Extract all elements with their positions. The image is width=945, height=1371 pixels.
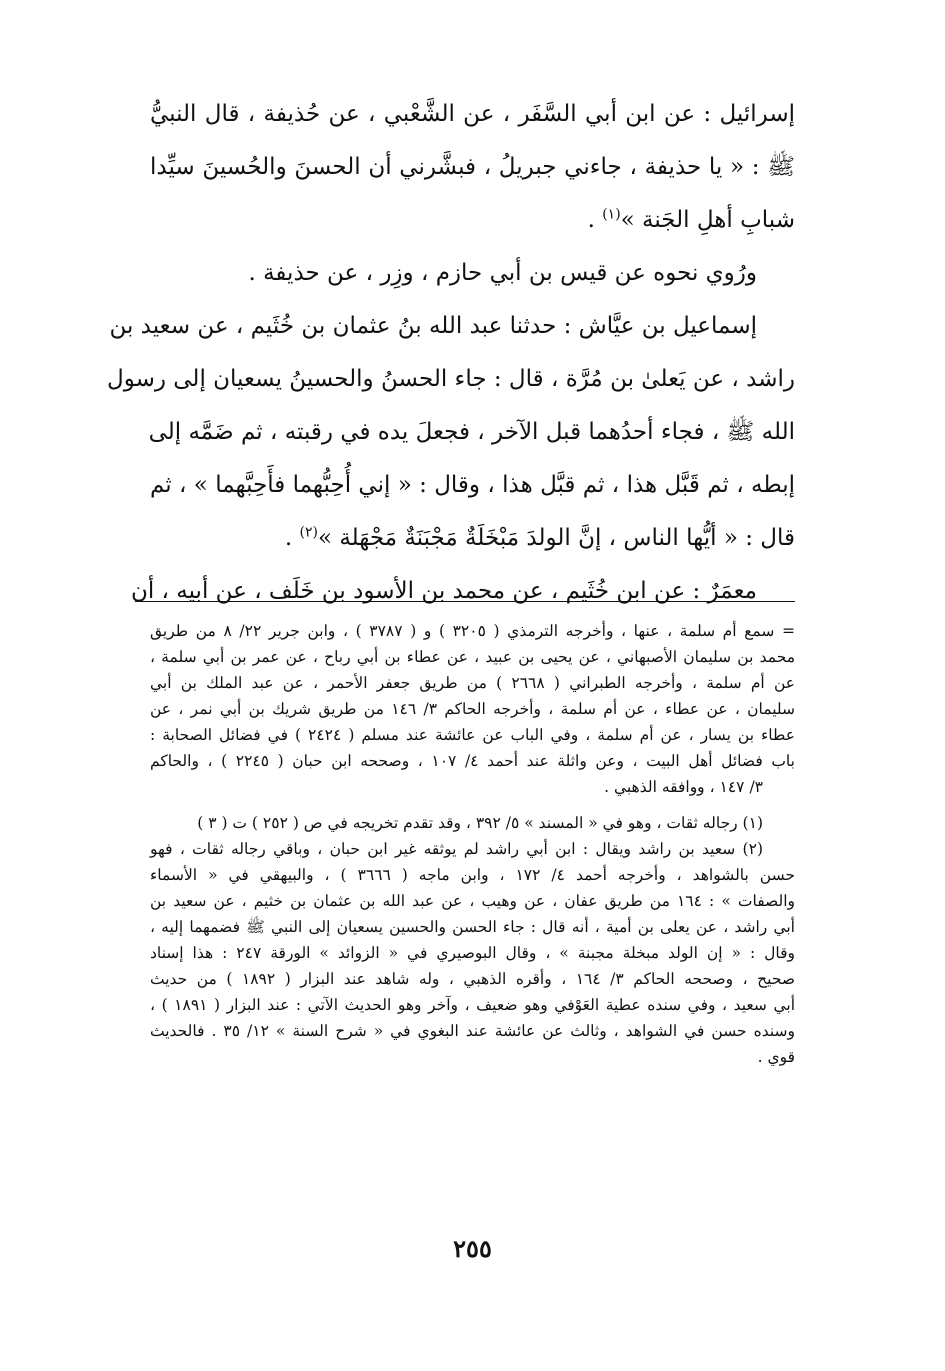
footnote-1: (١) رجاله ثقات ، وهو في « المسند » ٥/ ٣٩٢ ، وقد تقدم تخريجه في ص ( ٢٥٢ ) ت ( ٣ ) bbox=[197, 814, 763, 832]
main-line-text: شبابِ أهلِ الجَنة » bbox=[620, 207, 795, 233]
main-line-text: قال : « أيُّها الناس ، إنَّ الولدَ مَبْخَلَةٌ مَجْبَنَةٌ مَجْهَلة » bbox=[317, 525, 795, 551]
main-line: إسماعيل بن عيَّاش : حدثنا عبد الله بنُ عثمان بن خُثَيم ، عن سعيد بن bbox=[109, 313, 757, 339]
main-line: معمَرٌ : عن ابن خُثَيم ، عن محمد بن الأسود بن خَلَف ، عن أبيه ، أن bbox=[130, 578, 757, 604]
main-text-body bbox=[106, 88, 795, 618]
footnote-gap bbox=[150, 800, 795, 810]
footnote-2-line: وقال : « إن الولد مبخلة مجبنة » ، وقال البوصيري في « الزوائد » الورقة ٢٤٧ : هذا إسناد bbox=[150, 944, 796, 962]
footnote-line: سليمان ، عن عطاء ، عن أم سلمة ، وأخرجه الحاكم ٣/ ١٤٦ من طريق شريك بن أبي نمر ، عن bbox=[150, 700, 795, 718]
footnote-divider bbox=[135, 601, 795, 602]
footnote-2-line: قوي . bbox=[757, 1048, 795, 1066]
main-line: إسرائيل : عن ابن أبي السَّفَر ، عن الشَّعْبي ، عن حُذيفة ، قال النبيُّ bbox=[150, 101, 795, 127]
footnote-line: = سمع أم سلمة ، عنها ، وأخرجه الترمذي ( ٣٢٠٥ ) و ( ٣٧٨٧ ) ، وابن جرير ٢٢/ ٨ من طريق bbox=[150, 622, 795, 640]
footnote-2-line: (٢) سعيد بن راشد ويقال : ابن أبي راشد لم يوثقه غير ابن حبان ، وباقي رجاله ثقات ، فهو bbox=[150, 840, 763, 858]
main-line: الله ﷺ ، فجاء أحدُهما قبل الآخر ، فجعلَ يده في رقبته ، ثم ضَمَّه إلى bbox=[148, 419, 795, 445]
footnotes-section bbox=[150, 618, 795, 1070]
main-line bbox=[150, 512, 795, 565]
footnote-ref: (٢) bbox=[299, 524, 318, 541]
footnote-line: عن أم سلمة ، وأخرجه الطبراني ( ٢٦٦٨ ) من طريق جعفر الأحمر ، عن عبد الملك بن أبي bbox=[150, 674, 795, 692]
footnote-2-line: والصفات » : ١٦٤ من طريق عفان ، عن وهيب ، عن عبد الله بن عثمان بن خثيم ، عن سعيد بن bbox=[150, 892, 795, 910]
main-line: ﷺ : « يا حذيفة ، جاءني جبريلُ ، فبشَّرني أن الحسنَ والحُسينَ سيِّدا bbox=[150, 154, 795, 180]
main-line bbox=[150, 194, 795, 247]
footnote-2-line: حسن بالشواهد ، وأخرجه أحمد ٤/ ١٧٢ ، وابن ماجه ( ٣٦٦٦ ) ، والبيهقي في « الأسماء bbox=[150, 866, 795, 884]
line-tail: . bbox=[284, 525, 300, 551]
footnote-line: باب فضائل أهل البيت ، وعن واثلة عند أحمد ٤/ ١٠٧ ، وصححه ابن حبان ( ٢٢٤٥ ) ، والحاكم bbox=[150, 752, 795, 770]
footnote-line: محمد بن سليمان الأصبهاني ، عن يحيى بن عبيد ، عن عطاء بن أبي رباح ، عن عمر بن أبي سلمة ، bbox=[150, 648, 795, 666]
footnote-ref: (١) bbox=[602, 206, 621, 223]
main-line: راشد ، عن يَعلىٰ بن مُرَّة ، قال : جاء الحسنُ والحسينُ يسعيان إلى رسول bbox=[106, 366, 795, 392]
main-line: ورُوي نحوه عن قيس بن أبي حازم ، وزِر ، عن حذيفة . bbox=[248, 260, 757, 286]
footnote-line: ٣/ ١٤٧ ، ووافقه الذهبي . bbox=[604, 778, 763, 796]
footnote-2-line: أبي سعيد ، وفي سنده عطية العَوْفي وهو ضعيف ، وآخر وهو الحديث الآتي : عند البزار ( ١٨٩١ ) ، bbox=[150, 996, 795, 1014]
footnote-2-line: أبي راشد ، عن يعلى بن أمية ، أنه قال : جاء الحسن والحسين يسعيان إلى النبي ﷺ فضمهما إليه ، bbox=[150, 918, 795, 936]
footnote-2-line: صحيح ، وصححه الحاكم ٣/ ١٦٤ ، وأقره الذهبي ، وله شاهد عند البزار ( ١٨٩٢ ) من حديث bbox=[150, 970, 796, 988]
footnote-2-line: وسنده حسن في الشواهد ، وثالث عن عائشة عند البغوي في « شرح السنة » ١٢/ ٣٥ . فالحديث bbox=[150, 1022, 796, 1040]
page-number: ٢٥٥ bbox=[453, 1234, 492, 1263]
line-tail: . bbox=[587, 207, 603, 233]
main-line: إبطه ، ثم قَبَّل هذا ، ثم قبَّل هذا ، وقال : « إني أُحِبُّهما فأَحِبَّهما » ، ثم bbox=[150, 472, 795, 498]
footnote-line: عطاء بن يسار ، عن أم سلمة ، وفي الباب عن عائشة عند مسلم ( ٢٤٢٤ ) في فضائل الصحابة : bbox=[150, 726, 795, 744]
